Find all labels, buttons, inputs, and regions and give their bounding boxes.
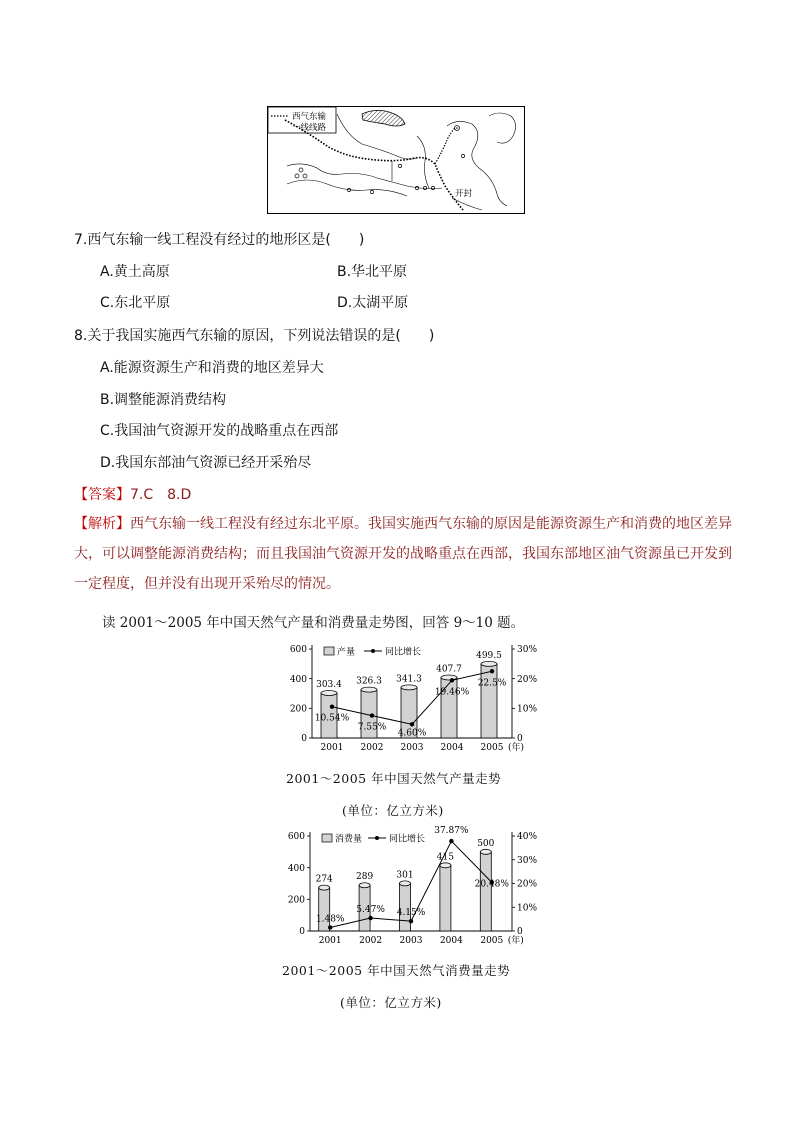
x-tick-label: 2001 [318,936,342,946]
x-tick-label: 2001 [320,743,344,753]
growth-point [330,705,334,709]
bar-value-label: 499.5 [476,650,502,661]
growth-label: 5.47% [356,905,385,916]
left-tick-label: 600 [287,832,305,843]
answer-text: 7.C 8.D [130,487,192,503]
left-tick-label: 600 [289,645,307,656]
q7-option-d[interactable]: D.太湖平原 [337,295,409,311]
x-tick-label: 2002 [359,936,383,946]
production-chart [276,640,546,760]
x-tick-label: 2005 [480,936,504,946]
q8-option-a[interactable]: A.能源资源生产和消费的地区差异大 [100,360,324,376]
growth-point [368,916,372,920]
left-tick-label: 0 [299,927,305,938]
growth-point [490,669,494,673]
analysis-text: 西气东输一线工程没有经过东北平原。我国实施西气东输的原因是能源资源生产和消费的地区差异大，可以调整能源消费结构；而且我国油气资源开发的战略重点在西部，我国东部地区油气资源虽已开发到一定程度，但并没有出现开采殆尽的情况。 [74,516,732,592]
bar-top [401,685,417,690]
q8-stem: 8.关于我国实施西气东输的原因，下列说法错误的是( ) [74,328,435,344]
chart-intro: 读 2001～2005 年中国天然气产量和消费量走势图，回答 9～10 题。 [102,615,525,631]
answer-tag: 【答案】 [74,487,130,503]
bar [440,865,451,931]
analysis-paragraph [74,509,734,599]
growth-point [410,722,414,726]
map-legend [268,107,336,133]
bar [481,664,497,738]
growth-label: 1.48% [315,914,345,925]
bar-value-label: 303.4 [316,679,342,690]
bar-value-label: 415 [436,852,454,863]
right-tick-label: 10% [517,903,538,914]
production-chart-title: 2001～2005 年中国天然气产量走势 [286,771,502,786]
answer-line [74,484,191,504]
bar-value-label: 500 [477,838,495,849]
growth-point [328,925,332,929]
bar-top [481,661,497,666]
x-tick-label: 2003 [400,743,424,753]
growth-label: 22.5% [477,678,507,689]
bar-value-label: 274 [315,874,333,885]
left-tick-label: 200 [287,895,305,906]
city-label-kaifeng: 开封 [455,189,473,199]
bar-top [400,881,411,886]
x-tick-label: 2005 [480,743,504,753]
left-tick-label: 400 [287,863,305,874]
q7-option-c[interactable]: C.东北平原 [100,295,171,311]
right-tick-label: 0 [517,734,523,745]
right-tick-label: 0 [517,927,523,938]
legend-bar-label: 消费量 [335,834,363,845]
legend-bar-swatch [324,647,334,655]
left-tick-label: 200 [289,704,307,715]
growth-label: 19.46% [434,687,470,698]
legend-bar-label: 产量 [337,647,356,658]
pipeline-map [267,106,525,214]
growth-label: 7.55% [357,722,387,733]
bar-value-label: 341.3 [396,674,422,685]
growth-point [409,919,413,923]
q7-option-a[interactable]: A.黄土高原 [100,264,170,280]
growth-label: 10.54% [314,713,350,724]
legend-line-label: 同比增长 [389,834,426,845]
consumption-chart [272,826,546,950]
q8-option-b[interactable]: B.调整能源消费结构 [100,392,227,408]
x-unit-label: (年) [507,743,525,753]
left-tick-label: 400 [289,674,307,685]
bar-value-label: 407.7 [436,664,462,675]
growth-label: 4.15% [396,908,426,919]
bar-top [359,883,370,888]
legend-line-marker [375,836,379,840]
x-tick-label: 2004 [439,936,463,946]
consumption-chart-unit: (单位：亿立方米) [340,995,442,1010]
q8-option-d[interactable]: D.我国东部油气资源已经开采殆尽 [100,455,312,471]
right-tick-label: 10% [517,704,538,715]
q7-stem: 7.西气东输一线工程没有经过的地形区是( ) [74,232,365,248]
growth-point [370,713,374,717]
q8-option-c[interactable]: C.我国油气资源开发的战略重点在西部 [100,423,339,439]
growth-point [449,839,453,843]
growth-label: 4.60% [397,728,427,739]
x-tick-label: 2004 [440,743,464,753]
bar-top [361,687,377,692]
bar-top [480,849,491,854]
q7-option-b[interactable]: B.华北平原 [337,264,408,280]
production-chart-unit: (单位：亿立方米) [342,803,444,818]
bar-top [319,885,330,890]
right-tick-label: 20% [517,879,538,890]
legend-line1: 西气东输 [292,112,327,122]
growth-label: 37.87% [434,826,469,837]
right-tick-label: 40% [517,832,538,843]
left-tick-label: 0 [301,734,307,745]
right-tick-label: 30% [517,855,538,866]
legend-bar-swatch [322,834,332,842]
consumption-chart-title: 2001～2005 年中国天然气消费量走势 [282,963,511,978]
bar-value-label: 289 [356,872,374,883]
bar-top [440,863,451,868]
growth-label: 20.48% [474,879,509,890]
x-tick-label: 2003 [399,936,423,946]
analysis-tag: 【解析】 [74,516,130,532]
legend-line2: 一线线路 [292,123,327,133]
right-tick-label: 30% [517,645,538,656]
legend-line-marker [371,649,375,653]
bar-value-label: 326.3 [356,676,382,687]
bar-value-label: 301 [396,870,414,881]
bar-top [321,690,337,695]
x-unit-label: (年) [507,936,524,946]
growth-point [450,678,454,682]
x-tick-label: 2002 [360,743,384,753]
bar [480,852,491,931]
right-tick-label: 20% [517,674,538,685]
legend-line-label: 同比增长 [385,647,422,658]
